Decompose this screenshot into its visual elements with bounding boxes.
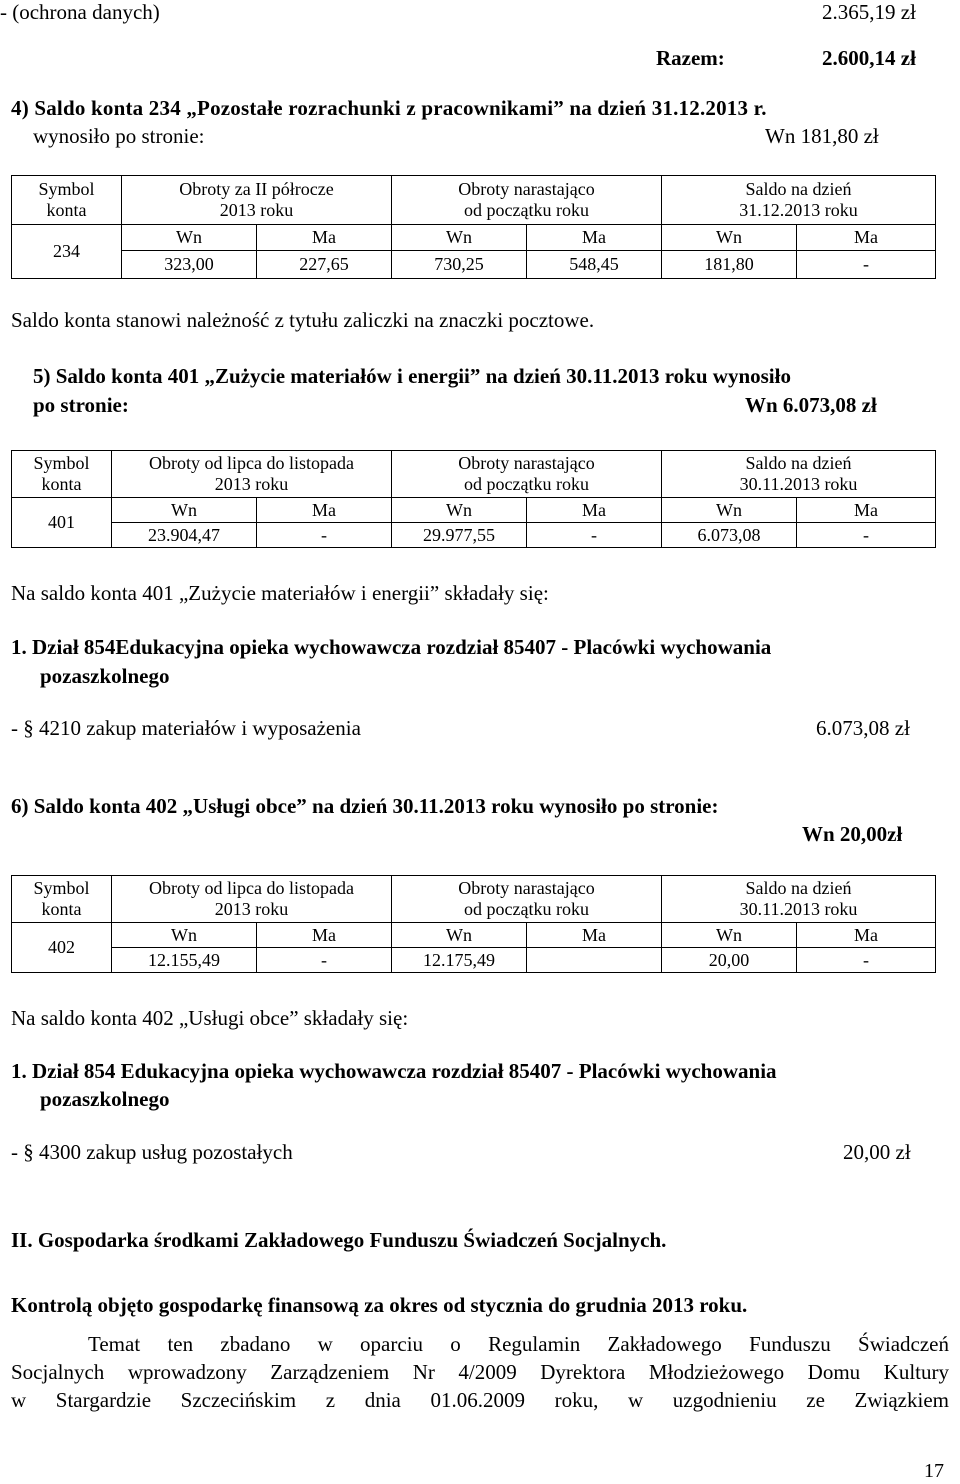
- account-symbol: 402: [12, 923, 112, 973]
- header-obroty-polrocze: Obroty za II półrocze 2013 roku: [122, 176, 392, 225]
- value-cell: 548,45: [527, 251, 662, 279]
- account-symbol: 401: [12, 498, 112, 548]
- side-label: Ma: [257, 923, 392, 948]
- side-label: Wn: [662, 498, 797, 523]
- account-symbol: 234: [12, 225, 122, 279]
- value-cell: 23.904,47: [112, 523, 257, 548]
- section5-item-amount: 6.073,08 zł: [816, 716, 910, 740]
- side-label: Ma: [527, 498, 662, 523]
- side-label: Ma: [527, 225, 662, 251]
- section6-dzial-cont: pozaszkolnego: [40, 1087, 170, 1111]
- value-cell: -: [797, 523, 936, 548]
- section5-side-amount: Wn 6.073,08 zł: [745, 393, 877, 417]
- value-cell: -: [797, 251, 936, 279]
- account-402-table: [11, 875, 936, 973]
- value-cell: 227,65: [257, 251, 392, 279]
- header-saldo: Saldo na dzień 31.12.2013 roku: [662, 176, 936, 225]
- value-cell: -: [797, 948, 936, 973]
- item-ochrona-danych-amount: 2.365,19 zł: [822, 0, 916, 24]
- side-label: Wn: [392, 923, 527, 948]
- header-symbol: Symbol konta: [12, 451, 112, 498]
- section-ii-para-line2: Socjalnych wprowadzony Zarządzeniem Nr 4/2009 Dyrektora Młodzieżowego Domu Kultury: [11, 1360, 949, 1384]
- header-obroty-narastajaco: Obroty narastająco od początku roku: [392, 176, 662, 225]
- side-label: Wn: [112, 923, 257, 948]
- header-saldo: Saldo na dzień 30.11.2013 roku: [662, 876, 936, 923]
- account-401-table: [11, 450, 936, 548]
- section5-dzial: 1. Dział 854Edukacyjna opieka wychowawcza rozdział 85407 - Placówki wychowania: [11, 635, 772, 659]
- value-cell: 6.073,08: [662, 523, 797, 548]
- item-ochrona-danych-label: - (ochrona danych): [0, 0, 160, 24]
- section-ii-para-line1: Temat ten zbadano w oparciu o Regulamin Zakładowego Funduszu Świadczeń: [88, 1332, 949, 1356]
- section6-composition: Na saldo konta 402 „Usługi obce” składały się:: [11, 1006, 409, 1030]
- section4-side-text: wynosiło po stronie:: [33, 124, 205, 148]
- section5-composition: Na saldo konta 401 „Zużycie materiałów i energii” składały się:: [11, 581, 549, 605]
- header-obroty-narastajaco: Obroty narastająco od początku roku: [392, 451, 662, 498]
- section6-item-amount: 20,00 zł: [843, 1140, 911, 1164]
- side-label: Wn: [122, 225, 257, 251]
- side-label: Wn: [392, 498, 527, 523]
- value-cell: [527, 948, 662, 973]
- header-obroty-lipiec-listopad: Obroty od lipca do listopada 2013 roku: [112, 876, 392, 923]
- side-label: Wn: [392, 225, 527, 251]
- side-label: Ma: [257, 498, 392, 523]
- section-ii-para-line3: w Stargardzie Szczecińskim z dnia 01.06.2009 roku, w uzgodnieniu ze Związkiem: [11, 1388, 949, 1412]
- value-cell: -: [257, 948, 392, 973]
- value-cell: 12.155,49: [112, 948, 257, 973]
- section-ii-subheading: Kontrolą objęto gospodarkę finansową za okres od stycznia do grudnia 2013 roku.: [11, 1293, 748, 1317]
- value-cell: -: [257, 523, 392, 548]
- account-234-table: [11, 175, 936, 279]
- section4-side-amount: Wn 181,80 zł: [765, 124, 879, 148]
- side-label: Ma: [257, 225, 392, 251]
- section5-item-label: - § 4210 zakup materiałów i wyposażenia: [11, 716, 361, 740]
- value-cell: 323,00: [122, 251, 257, 279]
- side-label: Ma: [797, 923, 936, 948]
- page-number: 17: [924, 1460, 944, 1482]
- value-cell: -: [527, 523, 662, 548]
- section6-item-label: - § 4300 zakup usług pozostałych: [11, 1140, 293, 1164]
- section5-side-text: po stronie:: [33, 393, 129, 417]
- total-amount: 2.600,14 zł: [822, 46, 916, 70]
- value-cell: 181,80: [662, 251, 797, 279]
- section4-note: Saldo konta stanowi należność z tytułu zaliczki na znaczki pocztowe.: [11, 308, 595, 332]
- section-ii-heading: II. Gospodarka środkami Zakładowego Funduszu Świadczeń Socjalnych.: [11, 1228, 667, 1252]
- side-label: Ma: [797, 498, 936, 523]
- section6-dzial: 1. Dział 854 Edukacyjna opieka wychowawcza rozdział 85407 - Placówki wychowania: [11, 1059, 777, 1083]
- header-obroty-narastajaco: Obroty narastająco od początku roku: [392, 876, 662, 923]
- header-symbol: Symbol konta: [12, 876, 112, 923]
- header-symbol: Symbol konta: [12, 176, 122, 225]
- section5-heading: 5) Saldo konta 401 „Zużycie materiałów i energii” na dzień 30.11.2013 roku wynosiło: [33, 364, 791, 388]
- value-cell: 12.175,49: [392, 948, 527, 973]
- value-cell: 730,25: [392, 251, 527, 279]
- section6-heading: 6) Saldo konta 402 „Usługi obce” na dzień 30.11.2013 roku wynosiło po stronie:: [11, 794, 719, 818]
- side-label: Ma: [527, 923, 662, 948]
- side-label: Ma: [797, 225, 936, 251]
- section5-dzial-cont: pozaszkolnego: [40, 664, 170, 688]
- header-obroty-lipiec-listopad: Obroty od lipca do listopada 2013 roku: [112, 451, 392, 498]
- section6-side-amount: Wn 20,00zł: [802, 822, 903, 846]
- header-saldo: Saldo na dzień 30.11.2013 roku: [662, 451, 936, 498]
- side-label: Wn: [112, 498, 257, 523]
- section4-heading: 4) Saldo konta 234 „Pozostałe rozrachunki z pracownikami” na dzień 31.12.2013 r.: [11, 96, 767, 120]
- value-cell: 20,00: [662, 948, 797, 973]
- side-label: Wn: [662, 923, 797, 948]
- total-label: Razem:: [656, 46, 725, 70]
- side-label: Wn: [662, 225, 797, 251]
- value-cell: 29.977,55: [392, 523, 527, 548]
